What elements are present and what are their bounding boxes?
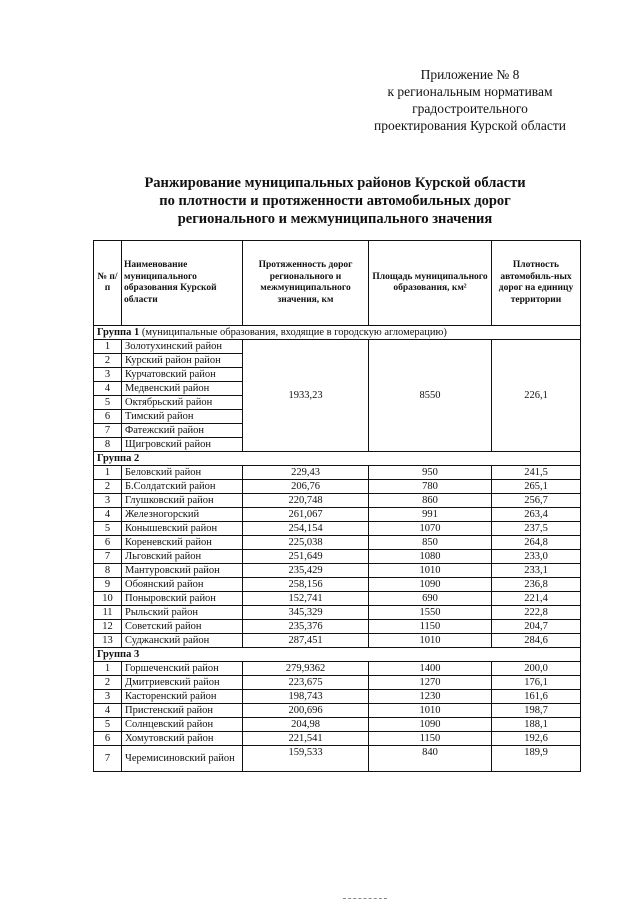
- row-num: 11: [94, 606, 122, 620]
- row-area: 1010: [369, 704, 492, 718]
- row-num: 8: [94, 438, 122, 452]
- row-density: 204,7: [492, 620, 581, 634]
- table-row: [94, 662, 581, 676]
- row-length: 345,329: [243, 606, 369, 620]
- ranking-table: [93, 240, 581, 772]
- row-area: 991: [369, 508, 492, 522]
- row-area: 1080: [369, 550, 492, 564]
- row-area: 1010: [369, 634, 492, 648]
- row-num: 1: [94, 466, 122, 480]
- row-num: 2: [94, 480, 122, 494]
- row-length: 159,533: [243, 746, 369, 772]
- row-name: Горшеченский район: [122, 662, 243, 676]
- annex-line: градостроительного: [412, 101, 528, 116]
- row-name: Фатежский район: [122, 424, 243, 438]
- row-area: 1090: [369, 578, 492, 592]
- header-row: [94, 241, 581, 326]
- row-length: 198,743: [243, 690, 369, 704]
- row-num: 9: [94, 578, 122, 592]
- table-row: [94, 606, 581, 620]
- row-density: 188,1: [492, 718, 581, 732]
- table-row: [94, 592, 581, 606]
- row-area: 850: [369, 536, 492, 550]
- header-density: Плотность автомобиль-ных дорог на единицу территории: [492, 241, 581, 326]
- table-row: [94, 522, 581, 536]
- table-row: [94, 564, 581, 578]
- row-length: 229,43: [243, 466, 369, 480]
- row-density: 221,4: [492, 592, 581, 606]
- header-name: Наименование муниципального образования Курской области: [122, 241, 243, 326]
- group1-area: 8550: [369, 340, 492, 452]
- group3-rows: [94, 662, 581, 772]
- annex-line: проектирования Курской области: [374, 118, 566, 133]
- row-density: 284,6: [492, 634, 581, 648]
- row-name: Щигровский район: [122, 438, 243, 452]
- row-name: Октябрьский район: [122, 396, 243, 410]
- group1-label: [94, 326, 581, 340]
- row-area: 1010: [369, 564, 492, 578]
- row-length: 206,76: [243, 480, 369, 494]
- row-density: 233,1: [492, 564, 581, 578]
- row-name: Суджанский район: [122, 634, 243, 648]
- row-density: 161,6: [492, 690, 581, 704]
- row-length: 254,154: [243, 522, 369, 536]
- table-row: [94, 480, 581, 494]
- row-length: 225,038: [243, 536, 369, 550]
- row-num: 4: [94, 704, 122, 718]
- table-row: [94, 466, 581, 480]
- annex-header: [340, 66, 600, 134]
- row-num: 5: [94, 396, 122, 410]
- row-length: 204,98: [243, 718, 369, 732]
- row-length: 261,067: [243, 508, 369, 522]
- group-note: (муниципальные образования, входящие в городскую агломерацию): [139, 327, 447, 338]
- table-row: [94, 620, 581, 634]
- row-num: 7: [94, 746, 122, 772]
- row-num: 3: [94, 690, 122, 704]
- row-density: 236,8: [492, 578, 581, 592]
- row-length: 223,675: [243, 676, 369, 690]
- row-num: 4: [94, 508, 122, 522]
- row-length: 235,429: [243, 564, 369, 578]
- group2-rows: [94, 466, 581, 648]
- row-num: 1: [94, 340, 122, 354]
- document-title: [80, 174, 590, 228]
- row-num: 1: [94, 662, 122, 676]
- row-length: 200,696: [243, 704, 369, 718]
- group1-density: 226,1: [492, 340, 581, 452]
- table-row: [94, 508, 581, 522]
- row-name: Б.Солдатский район: [122, 480, 243, 494]
- row-name: Хомутовский район: [122, 732, 243, 746]
- row-name: Железногорский: [122, 508, 243, 522]
- row-name: Рыльский район: [122, 606, 243, 620]
- row-density: 241,5: [492, 466, 581, 480]
- row-density: 200,0: [492, 662, 581, 676]
- table-row: [94, 578, 581, 592]
- table-row: [94, 676, 581, 690]
- row-density: 263,4: [492, 508, 581, 522]
- row-area: 1230: [369, 690, 492, 704]
- title-line: регионального и межмуниципального значения: [177, 211, 493, 227]
- header-area: Площадь муниципального образования, км²: [369, 241, 492, 326]
- row-name: Конышевский район: [122, 522, 243, 536]
- table-row: [94, 732, 581, 746]
- row-name: Золотухинский район: [122, 340, 243, 354]
- row-name: Обоянский район: [122, 578, 243, 592]
- group-row: [94, 648, 581, 662]
- row-density: 237,5: [492, 522, 581, 536]
- table-row: [94, 340, 581, 354]
- row-length: 235,376: [243, 620, 369, 634]
- row-name: Курский район район: [122, 354, 243, 368]
- row-num: 2: [94, 676, 122, 690]
- group-label-text: Группа 1: [97, 327, 140, 338]
- row-num: 4: [94, 382, 122, 396]
- table-row: [94, 746, 581, 772]
- row-area: 1090: [369, 718, 492, 732]
- row-num: 10: [94, 592, 122, 606]
- row-area: 690: [369, 592, 492, 606]
- row-name: Беловский район: [122, 466, 243, 480]
- row-area: 860: [369, 494, 492, 508]
- table-row: [94, 550, 581, 564]
- row-area: 950: [369, 466, 492, 480]
- group1-length: 1933,23: [243, 340, 369, 452]
- row-num: 7: [94, 550, 122, 564]
- row-num: 2: [94, 354, 122, 368]
- group3-label: Группа 3: [94, 648, 581, 662]
- row-num: 5: [94, 718, 122, 732]
- row-num: 3: [94, 494, 122, 508]
- row-area: 1270: [369, 676, 492, 690]
- table-row: [94, 536, 581, 550]
- row-name: Глушковский район: [122, 494, 243, 508]
- row-num: 6: [94, 410, 122, 424]
- row-length: 287,451: [243, 634, 369, 648]
- row-length: 152,741: [243, 592, 369, 606]
- group-row: [94, 326, 581, 340]
- row-num: 5: [94, 522, 122, 536]
- annex-line: к региональным нормативам: [387, 84, 553, 99]
- row-area: 1400: [369, 662, 492, 676]
- row-density: 233,0: [492, 550, 581, 564]
- annex-line: Приложение № 8: [420, 67, 520, 82]
- table-row: [94, 718, 581, 732]
- row-density: 264,8: [492, 536, 581, 550]
- row-name: Льговский район: [122, 550, 243, 564]
- row-num: 7: [94, 424, 122, 438]
- table-row: [94, 704, 581, 718]
- row-density: 256,7: [492, 494, 581, 508]
- row-density: 222,8: [492, 606, 581, 620]
- row-name: Пристенский район: [122, 704, 243, 718]
- row-num: 8: [94, 564, 122, 578]
- row-length: 220,748: [243, 494, 369, 508]
- row-area: 1070: [369, 522, 492, 536]
- row-name: Дмитриевский район: [122, 676, 243, 690]
- row-name: Мантуровский район: [122, 564, 243, 578]
- row-length: 251,649: [243, 550, 369, 564]
- row-name: Советский район: [122, 620, 243, 634]
- row-length: 258,156: [243, 578, 369, 592]
- row-name: Курчатовский район: [122, 368, 243, 382]
- row-name: Солнцевский район: [122, 718, 243, 732]
- row-area: 840: [369, 746, 492, 772]
- row-num: 13: [94, 634, 122, 648]
- row-num: 3: [94, 368, 122, 382]
- table-row: [94, 634, 581, 648]
- row-density: 192,6: [492, 732, 581, 746]
- table-row: [94, 690, 581, 704]
- row-name: Тимский район: [122, 410, 243, 424]
- title-line: Ранжирование муниципальных районов Курской области: [144, 175, 526, 191]
- row-name: Медвенский район: [122, 382, 243, 396]
- page-footer-mark: [343, 898, 387, 901]
- row-area: 1150: [369, 620, 492, 634]
- table-row: [94, 494, 581, 508]
- row-area: 780: [369, 480, 492, 494]
- row-area: 1150: [369, 732, 492, 746]
- row-name: Касторенский район: [122, 690, 243, 704]
- row-num: 6: [94, 536, 122, 550]
- row-name: Черемисиновский район: [122, 746, 243, 772]
- header-num: № п/п: [94, 241, 122, 326]
- group-row: [94, 452, 581, 466]
- row-density: 176,1: [492, 676, 581, 690]
- row-num: 12: [94, 620, 122, 634]
- row-num: 6: [94, 732, 122, 746]
- row-density: 189,9: [492, 746, 581, 772]
- title-line: по плотности и протяженности автомобильных дорог: [159, 193, 511, 209]
- row-name: Кореневский район: [122, 536, 243, 550]
- header-length: Протяженность дорог регионального и межмуниципального значения, км: [243, 241, 369, 326]
- row-name: Поныровский район: [122, 592, 243, 606]
- row-length: 221,541: [243, 732, 369, 746]
- group2-label: Группа 2: [94, 452, 581, 466]
- row-density: 265,1: [492, 480, 581, 494]
- row-length: 279,9362: [243, 662, 369, 676]
- row-density: 198,7: [492, 704, 581, 718]
- row-area: 1550: [369, 606, 492, 620]
